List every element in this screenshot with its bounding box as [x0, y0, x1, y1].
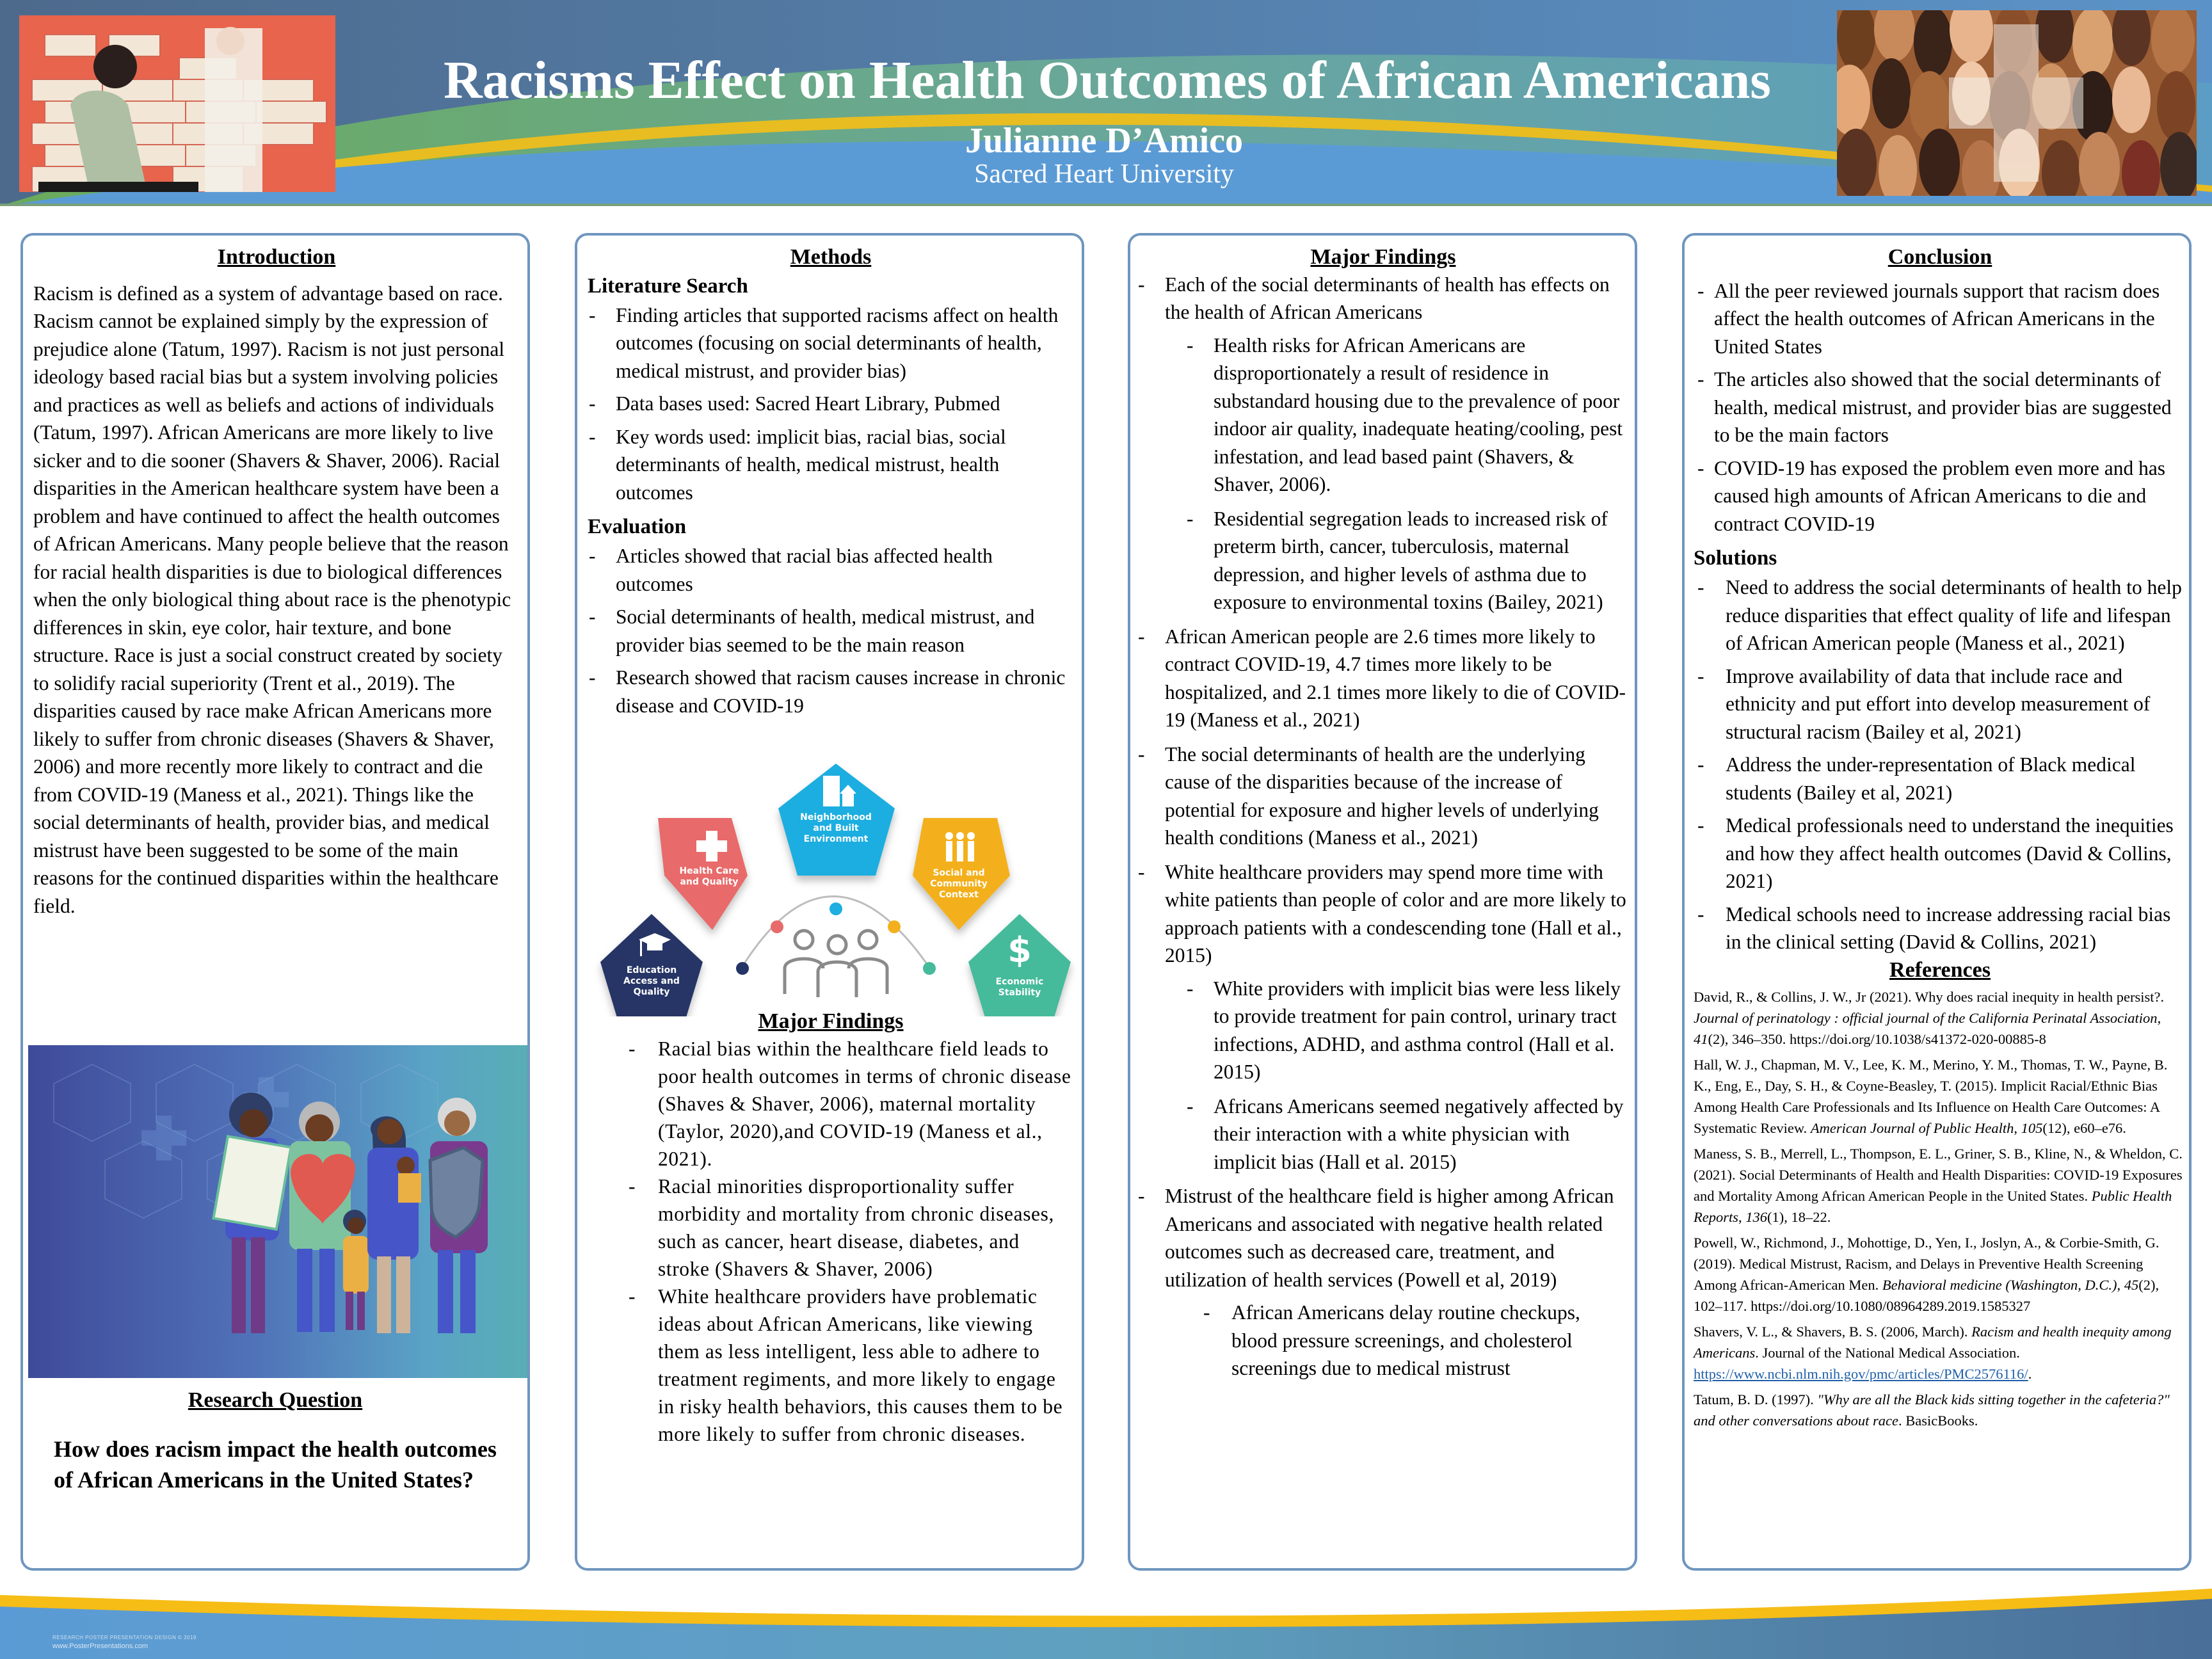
- sdoh-label-neighborhood: Neighborhood and Built Environment: [800, 812, 872, 844]
- author-affiliation: Sacred Heart University: [974, 159, 1234, 189]
- list-item: - Finding articles that supported racisms affect on health outcomes (focusing on social determinants of health, medical mistrust, and provider bias): [588, 301, 1074, 385]
- major-findings-list: [1137, 271, 1630, 1382]
- sub-list-item: - Health risks for African Americans are disproportionately a result of residence in substandard housing due to the prevalence of poor indoor air quality, inadequate heating/cooling, pest infestation, and lead based paint (Shavers, & Shaver, 2006).: [1137, 332, 1630, 499]
- list-item: - Need to address the social determinants of health to help reduce disparities that effect quality of life and lifespan of African American people (Maness et al., 2021): [1694, 573, 2186, 657]
- arc-dot: [830, 902, 842, 915]
- evaluation-list: [588, 542, 1074, 719]
- solutions-heading: Solutions: [1694, 547, 1777, 570]
- arc-dot: [923, 962, 936, 975]
- dollar-icon: $: [1007, 930, 1032, 970]
- introduction-panel: [20, 233, 530, 1571]
- footer-credit: RESEARCH POSTER PRESENTATION DESIGN © 2019: [52, 1635, 196, 1640]
- diverse-faces-cross-illustration: [1837, 10, 2197, 196]
- literature-search-heading: Literature Search: [588, 274, 748, 298]
- references-title: References: [1889, 958, 1991, 982]
- list-item: - Medical schools need to increase addressing racial bias in the clinical setting (David & Collins, 2021): [1694, 901, 2186, 956]
- major-findings-title: Major Findings: [1310, 245, 1456, 269]
- reference-entry: Powell, W., Richmond, J., Mohottige, D., Yen, I., Joslyn, A., & Corbie-Smith, G. (2019). Medical Mistrust, Racism, and Delays in Preventive Health Screening Among African-American Men. Behavioral medicine (Washington, D.C.), 45(2), 102–117. https://doi.org/10.1080/08964289.2019.1585327: [1694, 1234, 2160, 1314]
- sub-list-item: - Residential segregation leads to increased risk of preterm birth, cancer, tuberculosis, maternal depression, and higher levels of asthma due to exposure to environmental toxins (Bailey, 2021): [1137, 505, 1630, 616]
- reference-entry: Hall, W. J., Chapman, M. V., Lee, K. M., Merino, Y. M., Thomas, T. W., Payne, B. K., Eng, E., Day, S. H., & Coyne-Beasley, T. (2015). Implicit Racial/Ethnic Bias Among Health Care Professionals and Its Influence on Health Care Outcomes: A Systematic Review. American Journal of Public Health, 105(12), e60–e76.: [1694, 1056, 2168, 1136]
- family-healthcare-illustration: [28, 1045, 527, 1378]
- patient-doctor-illustration: [19, 15, 335, 192]
- list-item: - Racial bias within the healthcare field leads to poor health outcomes in terms of chronic disease (Shaves & Shaver, 2006), maternal mortality (Taylor, 2020),and COVID-19 (Maness et al., 2021).: [588, 1035, 1074, 1173]
- research-question-text: How does racism impact the health outcomes of African Americans in the United States?: [54, 1436, 497, 1493]
- reference-entry: Tatum, B. D. (1997). "Why are all the Black kids sitting together in the cafeteria?" and other conversations about race. BasicBooks.: [1694, 1391, 2170, 1429]
- poster-header: [0, 0, 2212, 206]
- methods-title: Methods: [790, 245, 872, 269]
- major-findings-title: Major Findings: [758, 1009, 904, 1033]
- introduction-text: Racism is defined as a system of advantage based on race. Racism cannot be explained simply by the expression of prejudice alone (Tatum, 1997). Racism is not just personal ideology based racial bias but a system involving policies and practices as well as beliefs and actions of individuals (Tatum, 1997). African Americans are more likely to live sicker and to die sooner (Shavers & Shaver, 2006). Racial disparities in the American healthcare system have been a problem and have continued to affect the health outcomes of African Americans. Many people believe that the reason for racial health disparities is due to biological differences when the only biological thing about race is the phenotypic differences in skin, eye color, hair texture, and bone structure. Race is just a social construct created by society to solidify racial superiority (Trent et al., 2019). The disparities caused by race make African Americans more likely to suffer from chronic diseases (Shavers & Shaver, 2006) and more recently more likely to contract and die from COVID-19 (Maness et al., 2021). Things like the social determinants of health, provider bias, and medical mistrust have been suggested to be some of the main reasons for the continued disparities within the healthcare field.: [33, 282, 511, 917]
- introduction-title: Introduction: [217, 245, 336, 269]
- footer-swoosh-graphic: [0, 1576, 2212, 1659]
- list-item: - COVID-19 has exposed the problem even more and has caused high amounts of African Americans to die and contract COVID-19: [1694, 454, 2186, 538]
- solutions-list: [1694, 573, 2186, 956]
- community-people-icon: [945, 832, 975, 862]
- list-item: - The social determinants of health are the underlying cause of the disparities because of the increase of potential for exposure and higher levels of underlying health conditions (Maness et al., 2021): [1137, 741, 1630, 852]
- list-item: - Address the under-representation of Black medical students (Bailey et al, 2021): [1694, 751, 2186, 806]
- reference-entry: Maness, S. B., Merrell, L., Thompson, E. L., Griner, S. B., Kline, N., & Wheldon, C. (2021). Social Determinants of Health and Health Disparities: COVID-19 Exposures and Mortality Among African American People in the United States. Public Health Reports, 136(1), 18–22.: [1694, 1145, 2183, 1225]
- list-item: - Social determinants of health, medical mistrust, and provider bias seemed to be the main reason: [588, 603, 1074, 659]
- list-item: - Each of the social determinants of health has effects on the health of African Americans - Health risks for African Americans are disproportionately a result of residence in substandard housing due to the prevalence of poor indoor air quality, inadequate heating/cooling, pest infestation, and lead based paint (Shavers, & Shaver, 2006). - Residential segregation leads to increased risk of preterm birth, cancer, tuberculosis, maternal depression, and higher levels of asthma due to exposure to environmental toxins (Bailey, 2021): [1137, 271, 1630, 616]
- conclusion-title: Conclusion: [1887, 245, 1992, 269]
- reference-entry: David, R., & Collins, J. W., Jr (2021). Why does racial inequity in health persist?. Journal of perinatology : official journal of the California Perinatal Association, 41(2), 346–350. https://doi.org/10.1038/s41372-020-00885-8: [1694, 988, 2165, 1047]
- poster-title: Racisms Effect on Health Outcomes of African Americans: [444, 51, 1771, 110]
- people-group-icon: [785, 931, 887, 997]
- poster-footer: [0, 1576, 2212, 1659]
- list-item: - Articles showed that racial bias affected health outcomes: [588, 542, 1074, 598]
- list-item: - Data bases used: Sacred Heart Library, Pubmed: [588, 390, 1074, 418]
- sdoh-label-health-care: Health Care and Quality: [679, 866, 739, 887]
- list-item: - Improve availability of data that include race and ethnicity and put effort into develop measurement of structural racism (Bailey et al, 2021): [1694, 662, 2186, 746]
- social-determinants-diagram: [581, 748, 1080, 1016]
- sdoh-label-social: Social and Community Context: [930, 868, 988, 900]
- sub-list-item: - African Americans delay routine checkups, blood pressure screenings, and cholesterol screenings due to medical mistrust: [1137, 1299, 1630, 1382]
- references-list: [1694, 986, 2186, 1431]
- list-item: - Research showed that racism causes increase in chronic disease and COVID-19: [588, 664, 1074, 719]
- major-findings-list: [588, 1035, 1074, 1448]
- sdoh-label-economic: Economic Stability: [995, 977, 1044, 998]
- sdoh-label-education: Education Access and Quality: [623, 965, 680, 997]
- major-findings-panel: [1128, 233, 1637, 1571]
- list-item: - Key words used: implicit bias, racial bias, social determinants of health, medical mistrust, health outcomes: [588, 423, 1074, 507]
- header-divider: [0, 204, 2212, 206]
- arc-dot: [736, 962, 749, 975]
- literature-search-list: [588, 301, 1074, 507]
- research-question-title: Research Question: [188, 1388, 363, 1412]
- sub-list-item: - White providers with implicit bias were less likely to provide treatment for pain control, urinary tract infections, ADHD, and asthma control (Hall et al. 2015): [1137, 975, 1630, 1086]
- arc-dot: [888, 920, 901, 933]
- list-item: - White healthcare providers have problematic ideas about African Americans, like viewing them as less intelligent, less able to adhere to treatment regiments, and more likely to engage in risky health behaviors, this causes them to be more likely to suffer from chronic diseases.: [588, 1283, 1074, 1448]
- evaluation-heading: Evaluation: [588, 515, 687, 539]
- list-item: - Racial minorities disproportionality suffer morbidity and mortality from chronic diseases, such as cancer, heart disease, diabetes, and stroke (Shavers & Shaver, 2006): [588, 1173, 1074, 1283]
- list-item: - Mistrust of the healthcare field is higher among African Americans and associated with negative health related outcomes such as decreased care, treatment, and utilization of health services (Powell et al, 2019) - African Americans delay routine checkups, blood pressure screenings, and cholesterol screenings due to medical mistrust: [1137, 1182, 1630, 1382]
- list-item: - Medical professionals need to understand the inequities and how they affect health outcomes (David & Collins, 2021): [1694, 812, 2186, 895]
- methods-panel: [575, 233, 1084, 1571]
- reference-link[interactable]: https://www.ncbi.nlm.nih.gov/pmc/articles/PMC2576116/: [1694, 1365, 2028, 1382]
- conclusion-list: [1694, 277, 2186, 538]
- list-item: - The articles also showed that the social determinants of health, medical mistrust, and provider bias are suggested to be the main factors: [1694, 365, 2186, 449]
- list-item: - White healthcare providers may spend more time with white patients than people of color and are more likely to approach patients with a condescending tone (Hall et al., 2015) - White providers with implicit bias were less likely to provide treatment for pain control, urinary tract infections, ADHD, and asthma control (Hall et al. 2015) - Africans Americans seemed negatively affected by their interaction with a white physician with implicit bias (Hall et al. 2015): [1137, 858, 1630, 1176]
- list-item: - African American people are 2.6 times more likely to contract COVID-19, 4.7 times more likely to be hospitalized, and 2.1 times more likely to die of COVID-19 (Maness et al., 2021): [1137, 623, 1630, 734]
- list-item: - All the peer reviewed journals support that racism does affect the health outcomes of African Americans in the United States: [1694, 277, 2186, 361]
- arc-dot: [771, 920, 783, 933]
- reference-entry: Shavers, V. L., & Shavers, B. S. (2006, March). Racism and health inequity among Americans. Journal of the National Medical Association. https://www.ncbi.nlm.nih.gov/pmc/articles/PMC2576116/.: [1694, 1323, 2172, 1382]
- author-name: Julianne D’Amico: [965, 121, 1243, 161]
- footer-website: www.PosterPresentations.com: [52, 1642, 148, 1650]
- conclusion-panel: [1682, 233, 2192, 1571]
- sub-list-item: - Africans Americans seemed negatively affected by their interaction with a white physician with implicit bias (Hall et al. 2015): [1137, 1093, 1630, 1176]
